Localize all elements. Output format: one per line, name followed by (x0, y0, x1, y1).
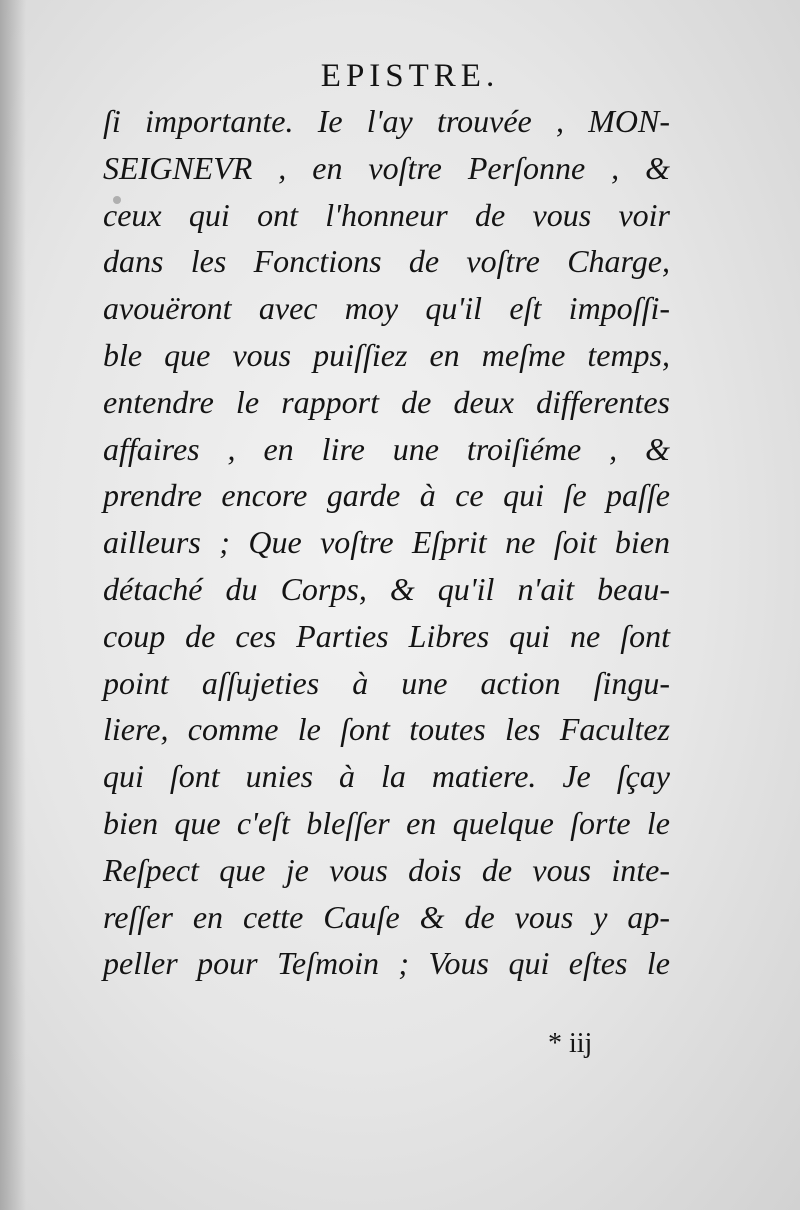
text-line: ceux qui ont l'honneur de vous voir (103, 196, 670, 233)
signature-mark: * iij (548, 1028, 593, 1059)
text-line: entendre le rapport de deux differentes (103, 383, 670, 420)
text-line: Reſpect que je vous dois de vous inte- (103, 851, 670, 888)
text-line: prendre encore garde à ce qui ſe paſſe (103, 477, 670, 514)
text-line: détaché du Corps, & qu'il n'ait beau- (103, 570, 670, 607)
text-line: qui ſont unies à la matiere. Je ſçay (103, 758, 670, 795)
text-line: coup de ces Parties Libres qui ne ſont (103, 617, 670, 654)
text-line: ailleurs ; Que voſtre Eſprit ne ſoit bien (103, 524, 670, 561)
text-line: ſi importante. Ie l'ay trouvée , MON- (103, 103, 670, 139)
binding-shadow (0, 0, 26, 1210)
text-line: liere, comme le ſont toutes les Facultez (103, 711, 670, 748)
text-line: reſſer en cette Cauſe & de vous y ap- (103, 898, 670, 935)
body-text (103, 98, 670, 987)
text-line: affaires , en lire une troiſiéme , & (103, 430, 670, 467)
text-line: SEIGNEVR , en voſtre Perſonne , & (103, 149, 670, 186)
text-line: ble que vous puiſſiez en meſme temps, (103, 336, 670, 373)
text-line: dans les Fonctions de voſtre Charge, (103, 243, 670, 280)
text-line: avouëront avec moy qu'il eſt impoſſi- (103, 290, 670, 327)
text-line: peller pour Teſmoin ; Vous qui eſtes le (103, 945, 670, 982)
text-line: bien que c'eſt bleſſer en quelque ſorte le (103, 804, 670, 841)
text-line: point aſſujeties à une action ſingu- (103, 664, 670, 701)
running-header: EPISTRE. (320, 58, 500, 94)
